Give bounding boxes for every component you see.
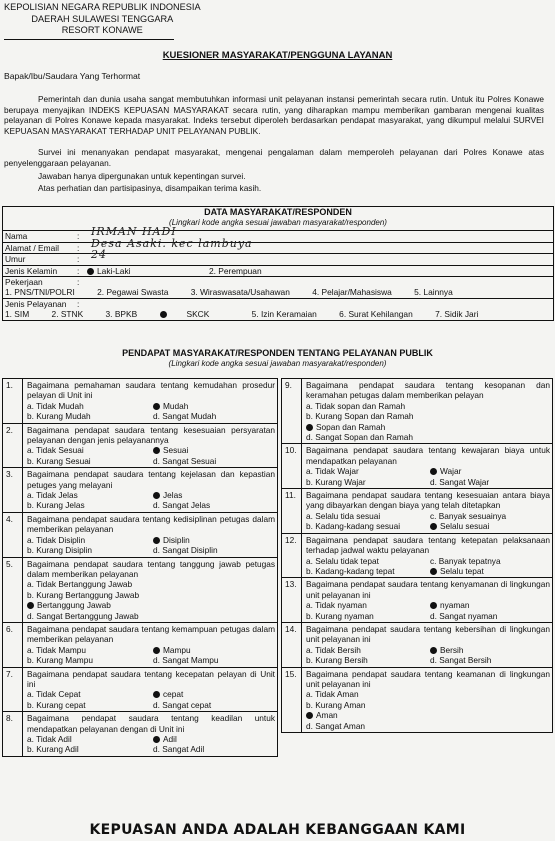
answer-option-label: a. Tidak Disiplin <box>27 534 86 545</box>
question-text: Bagaimana pendapat saudara tentang tanggung jawab petugas dalam memberikan pelayanan <box>27 558 275 579</box>
question-text: Bagaimana pendapat saudara tentang keadilan untuk mendapatkan pelayanan dengan di Unit ini <box>27 713 275 734</box>
question-text: Bagaimana pendapat saudara tentang kedisiplinan petugas dalam memberikan pelayanan <box>27 513 275 535</box>
respondent-heading: DATA MASYARAKAT/RESPONDEN <box>204 207 352 217</box>
answer-option-selected[interactable] <box>153 645 275 655</box>
service-option[interactable]: 6. Surat Kehilangan <box>339 309 413 320</box>
answer-option[interactable] <box>306 611 426 621</box>
answer-option[interactable] <box>27 645 149 655</box>
answer-option-label: Mudah <box>163 400 189 411</box>
number-divider <box>301 444 302 488</box>
answer-option-label: d. Sangat Wajar <box>430 476 490 487</box>
answer-option-label: a. Tidak Mampu <box>27 644 87 655</box>
answer-option-label: b. Kurang Disiplin <box>27 545 93 556</box>
answer-option[interactable] <box>430 511 550 521</box>
question-item <box>2 558 278 623</box>
answer-option-label: a. Selalu tidak tepat <box>306 555 379 566</box>
selected-mark-icon <box>430 468 437 475</box>
opinion-heading: PENDAPAT MASYARAKAT/RESPONDEN TENTANG PELAYANAN PUBLIK <box>122 348 433 358</box>
question-text: Bagaimana pendapat saudara tentang kesopanan dan keramahan petugas dalam memberikan pelayan <box>306 380 550 401</box>
name-value[interactable]: IRMAN HADI <box>91 225 177 238</box>
question-item <box>281 444 553 489</box>
answer-option-label: Sopan dan Ramah <box>316 421 386 432</box>
occupation-label: Pekerjaan <box>5 277 43 288</box>
answer-option[interactable] <box>153 545 275 555</box>
respondent-header <box>2 206 554 231</box>
answer-option-label: d. Sangat Adil <box>153 744 205 755</box>
answer-option-label: c. Banyak tepatnya <box>430 555 501 566</box>
answer-options <box>27 689 275 710</box>
question-number: 4. <box>6 513 13 524</box>
question-number: 14. <box>285 623 297 634</box>
gender-option-male[interactable]: Laki-Laki <box>87 266 131 277</box>
answer-option-label: b. Kurang Mampu <box>27 655 93 666</box>
number-divider <box>301 534 302 578</box>
number-divider <box>22 558 23 622</box>
answer-option-label: b. Kurang Mudah <box>27 411 91 422</box>
question-number: 2. <box>6 424 13 435</box>
answer-option-label: a. Selalu tida sesuai <box>306 510 381 521</box>
answer-option[interactable] <box>306 700 550 710</box>
answer-option-label: d. Sangat Aman <box>306 720 366 731</box>
answer-option-label: b. Kurang Sesuai <box>27 455 91 466</box>
selected-mark-icon <box>160 311 167 318</box>
answer-option-label: Bertanggung Jawab <box>37 600 111 611</box>
answer-option[interactable] <box>306 511 426 521</box>
answer-option[interactable] <box>27 611 275 621</box>
question-number: 13. <box>285 579 297 590</box>
answer-option-selected[interactable] <box>430 645 550 655</box>
question-item <box>2 513 278 558</box>
answer-option-label: d. Sangat Mudah <box>153 411 217 422</box>
question-item <box>281 668 553 733</box>
address-value[interactable]: Desa Asaki. kec lambuya <box>91 236 253 250</box>
number-divider <box>301 578 302 622</box>
answer-option-selected[interactable] <box>430 566 550 576</box>
answer-option[interactable] <box>27 545 149 555</box>
answer-option[interactable] <box>306 721 550 731</box>
answer-option-label: nyaman <box>440 600 470 611</box>
address-label: Alamat / Email <box>5 242 59 253</box>
question-number: 12. <box>285 534 297 545</box>
answer-option-label: a. Tidak Aman <box>306 689 359 700</box>
answer-option[interactable] <box>27 700 149 710</box>
answer-option-label: a. Tidak nyaman <box>306 600 367 611</box>
selected-mark-icon <box>27 602 34 609</box>
name-row: Nama : IRMAN HADI <box>2 231 554 243</box>
selected-mark-icon <box>87 268 94 275</box>
answer-options <box>27 445 275 466</box>
service-type-label: Jenis Pelayanan <box>5 299 67 310</box>
answer-option-selected[interactable] <box>430 600 550 610</box>
thanks-note: Atas perhatian dan partisipasinya, disampaikan terima kasih. <box>38 183 262 193</box>
question-number: 10. <box>285 445 297 456</box>
number-divider <box>22 424 23 468</box>
answer-option-label: b. Kurang cepat <box>27 699 86 710</box>
question-number: 15. <box>285 668 297 679</box>
document-title: KUESIONER MASYARAKAT/PENGGUNA LAYANAN <box>162 50 393 61</box>
question-text: Bagaimana pendapat saudara tentang kejelasan dan kepastian petuges yang melayani <box>27 469 275 490</box>
service-type-row: Jenis Pelayanan : 1. SIM 2. STNK 3. BPKB SKCK 5. Izin Keramaian 6. Surat Kehilangan 7. Sidik Jari <box>2 299 554 321</box>
answer-option-label: b. Kurang Aman <box>306 699 366 710</box>
answer-option-label: d. Sangat Bertanggung Jawab <box>27 610 139 621</box>
occupation-option[interactable]: 3. Wiraswasata/Usahawan <box>190 287 290 298</box>
answer-option-label: Sesuai <box>163 445 189 456</box>
selected-mark-icon <box>153 537 160 544</box>
opinion-subheading: (Lingkari kode angka sesuai jawaban masyarakat/responden) <box>168 359 387 368</box>
salutation: Bapak/Ibu/Saudara Yang Terhormat <box>4 71 141 81</box>
number-divider <box>301 489 302 533</box>
number-divider <box>22 379 23 423</box>
footer-slogan: KEPUASAN ANDA ADALAH KEBANGGAAN KAMI <box>89 822 466 838</box>
question-item <box>2 378 278 424</box>
answer-option-label: d. Sangat Bersih <box>430 655 492 666</box>
number-divider <box>22 513 23 557</box>
answer-option-label: d. Sangat Sopan dan Ramah <box>306 432 414 443</box>
service-option[interactable]: 1. SIM <box>5 309 30 320</box>
selected-mark-icon <box>153 447 160 454</box>
selected-mark-icon <box>430 568 437 575</box>
question-text: Bagaimana pendapat saudara tentang keamanan di lingkungan unit pelayanan ini <box>306 668 550 689</box>
answer-option[interactable] <box>27 490 149 500</box>
respondent-section <box>2 206 554 321</box>
selected-mark-icon <box>306 424 313 431</box>
answer-option-label: a. Tidak Sesuai <box>27 445 84 456</box>
respondent-subheading: (Lingkari kode angka sesuai jawaban masyarakat/responden) <box>169 218 387 227</box>
answer-option[interactable] <box>27 411 149 421</box>
answer-option-label: Aman <box>316 710 338 721</box>
selected-mark-icon <box>430 647 437 654</box>
service-type-options <box>5 309 498 320</box>
intro-paragraph: Pemerintah dan dunia usaha sangat membutuhkan informasi unit pelayanan instansi pemerintah secara rutin. Untuk itu Polres Konawe berupaya menyajikan INDEKS KEPUASAN MASYARAKAT secara rutin, yang diharapkan mampu memberikan gambaran mengenai kualitas pelayanan di Polres Konawe kepada masyarakat. Indeks tersebut diperoleh berdasarkan pendapat masyarakat, yang dikumpul melalui SURVEI KEPUASAN MASYARAKAT TERHADAP UNIT PELAYANAN PUBLIK. <box>4 94 544 136</box>
name-label: Nama <box>5 231 28 241</box>
answer-option[interactable] <box>27 689 149 699</box>
answer-option[interactable] <box>306 566 426 576</box>
answer-option-label: b. Kurang Bertanggung Jawab <box>27 589 140 600</box>
selected-mark-icon <box>153 647 160 654</box>
answer-option-label: a. Tidak Cepat <box>27 689 81 700</box>
answer-option-label: Disiplin <box>163 534 190 545</box>
answer-options <box>27 401 275 422</box>
answer-option-selected[interactable] <box>153 445 275 455</box>
answer-option[interactable] <box>430 655 550 665</box>
answer-option-label: b. Kurang Jelas <box>27 500 85 511</box>
number-divider <box>22 623 23 667</box>
question-item <box>281 489 553 534</box>
occupation-option[interactable]: 2. Pegawai Swasta <box>97 287 169 298</box>
letterhead-divider <box>4 39 174 40</box>
answer-option-label: b. Kadang-kadang sesuai <box>306 521 401 532</box>
answer-options <box>306 600 550 621</box>
answer-option[interactable] <box>306 432 550 442</box>
answer-options <box>27 535 275 556</box>
answer-option[interactable] <box>153 744 275 754</box>
service-option[interactable]: 5. Izin Keramaian <box>251 309 317 320</box>
question-text: Bagaimana pemahaman saudara tentang kemudahan prosedur pelayan di Unit ini <box>27 380 275 401</box>
answer-options <box>27 734 275 755</box>
question-item <box>2 424 278 469</box>
address-row: Alamat / Email : Desa Asaki. kec lambuya <box>2 243 554 255</box>
question-text: Bagaimana pendapat saudara tentang kewajaran biaya untuk mendapatkan pelayanan <box>306 445 550 466</box>
number-divider <box>301 379 302 443</box>
answer-option[interactable] <box>27 734 149 744</box>
answer-option-label: a. Tidak Bersih <box>306 644 361 655</box>
answer-option-label: a. Tidak Mudah <box>27 400 84 411</box>
answer-option[interactable] <box>430 611 550 621</box>
answer-options <box>27 645 275 666</box>
answer-option[interactable] <box>27 500 149 510</box>
answer-option-label: Wajar <box>440 466 462 477</box>
gender-option-female[interactable]: 2. Perempuan <box>209 265 262 276</box>
question-item <box>281 378 553 444</box>
question-text: Bagaimana pendapat saudara tentang kebersihan di lingkungan unit pelayanan ini <box>306 623 550 645</box>
question-number: 11. <box>285 490 296 501</box>
occupation-options <box>5 287 473 298</box>
letterhead-line-2: DAERAH SULAWESI TENGGARA <box>31 13 174 24</box>
survey-paragraph: Survei ini menanyakan pendapat masyarakat, mengenai pengalaman dalam memperoleh pelayanan dari Polres Konawe atas penyelenggaraan pelayanan. <box>4 147 544 168</box>
answer-option-label: Selalu tepat <box>440 565 484 576</box>
answer-options <box>306 689 550 731</box>
answer-option-label: d. Sangat Disiplin <box>153 545 218 556</box>
answer-option-label: Bersih <box>440 644 464 655</box>
answer-option-label: a. Tidak Bertanggung Jawab <box>27 579 133 590</box>
answer-option-selected[interactable] <box>153 401 275 411</box>
occupation-row: Pekerjaan : 1. PNS/TNI/POLRI 2. Pegawai Swasta 3. Wiraswasata/Usahawan 4. Pelajar/Mahasiswa 5. Lainnya <box>2 277 554 299</box>
answer-option[interactable] <box>430 556 550 566</box>
answer-option-label: a. Tidak Wajar <box>306 466 359 477</box>
occupation-option[interactable]: 1. PNS/TNI/POLRI <box>5 287 75 298</box>
question-text: Bagaimana pendapat saudara tentang kesesuaian persyaratan pelayanan dengan jenis pelayanannya <box>27 424 275 446</box>
answer-option[interactable] <box>430 477 550 487</box>
answer-option-label: b. Kurang nyaman <box>306 610 374 621</box>
answer-option[interactable] <box>153 500 275 510</box>
answer-option-label: Adil <box>163 734 177 744</box>
answer-option[interactable] <box>306 521 426 531</box>
gender-row: Jenis Kelamin : Laki-Laki 2. Perempuan <box>2 266 554 278</box>
answer-options <box>27 490 275 511</box>
questions-left-column <box>2 378 278 757</box>
answer-option-label: b. Kurang Bersih <box>306 655 368 666</box>
question-item <box>2 623 278 668</box>
answer-option-label: d. Sangat Sesuai <box>153 455 217 466</box>
age-row: Umur : 24 <box>2 254 554 266</box>
number-divider <box>22 668 23 712</box>
number-divider <box>301 668 302 732</box>
letterhead-line-3: RESORT KONAWE <box>61 25 143 35</box>
question-item <box>2 712 278 757</box>
answer-options <box>27 579 275 621</box>
question-item <box>281 534 553 579</box>
answer-option[interactable] <box>306 600 426 610</box>
answer-option-selected[interactable] <box>27 600 275 610</box>
number-divider <box>22 468 23 512</box>
number-divider <box>301 623 302 667</box>
answer-option-selected[interactable] <box>153 689 275 699</box>
service-option[interactable]: 3. BPKB <box>105 309 138 320</box>
selected-mark-icon <box>153 403 160 410</box>
question-number: 7. <box>6 668 13 679</box>
usage-note: Jawaban hanya dipergunakan untuk kepentingan survei. <box>38 171 246 181</box>
question-text: Bagaimana pendapat saudara tentang ketepatan pelaksanaan terhadap jadwal waktu pelayanan <box>306 534 550 556</box>
service-option[interactable]: 2. STNK <box>51 309 84 320</box>
question-item <box>281 623 553 668</box>
answer-option-label: b. Kurang Adil <box>27 744 79 755</box>
answer-option[interactable] <box>306 477 426 487</box>
answer-options <box>306 511 550 532</box>
answer-option-label: b. Kurang Wajar <box>306 476 366 487</box>
answer-option[interactable] <box>306 645 426 655</box>
question-number: 9. <box>285 380 292 390</box>
question-item <box>2 668 278 713</box>
answer-option-label: Jelas <box>163 490 183 501</box>
selected-mark-icon <box>430 602 437 609</box>
answer-option-label: d. Sangat cepat <box>153 699 212 710</box>
answer-option[interactable] <box>27 445 149 455</box>
answer-option[interactable] <box>27 579 275 589</box>
answer-option[interactable] <box>306 556 426 566</box>
answer-option-selected[interactable] <box>430 521 550 531</box>
answer-option-selected[interactable] <box>430 466 550 476</box>
answer-option[interactable] <box>27 744 149 754</box>
answer-option-label: b. Kurang Sopan dan Ramah <box>306 411 414 422</box>
answer-option[interactable] <box>306 466 426 476</box>
questions-right-column <box>281 378 553 733</box>
answer-option-label: Mampu <box>163 644 191 655</box>
occupation-option[interactable]: 4. Pelajar/Mahasiswa <box>312 287 392 298</box>
letterhead-line-1: KEPOLISIAN NEGARA REPUBLIK INDONESIA <box>4 2 201 12</box>
answer-option[interactable] <box>306 411 550 421</box>
answer-options <box>306 645 550 666</box>
question-number: 3. <box>6 469 13 480</box>
answer-option-label: b. Kadang-kadang tepat <box>306 565 395 576</box>
answer-option-label: d. Sangat Jelas <box>153 500 211 511</box>
answer-options <box>306 556 550 577</box>
question-number: 8. <box>6 713 13 724</box>
answer-option-label: a. Tidak Jelas <box>27 490 78 501</box>
answer-option[interactable] <box>27 401 149 411</box>
answer-option-selected[interactable] <box>306 710 550 720</box>
question-text: Bagaimana pendapat saudara tentang kesesuaian antara biaya yang dibayarkan dengan biaya yang telah ditetapkan <box>306 490 550 511</box>
question-text: Bagaimana pendapat saudara tentang kemampuan petugas dalam memberikan pelayanan <box>27 623 275 645</box>
answer-option[interactable] <box>27 655 149 665</box>
occupation-option[interactable]: 5. Lainnya <box>414 287 453 298</box>
selected-mark-icon <box>153 736 160 743</box>
selected-mark-icon <box>153 492 160 499</box>
letterhead <box>4 2 201 37</box>
answer-options <box>306 401 550 443</box>
gender-label: Jenis Kelamin <box>5 265 58 276</box>
selected-mark-icon <box>153 691 160 698</box>
answer-option[interactable] <box>27 590 275 600</box>
service-option-selected[interactable]: SKCK <box>160 309 230 319</box>
answer-option[interactable] <box>306 655 426 665</box>
age-value[interactable]: 24 <box>91 248 107 262</box>
answer-option-label: c. Banyak sesuainya <box>430 510 507 521</box>
answer-option[interactable] <box>306 401 550 411</box>
answer-option-label: a. Tidak sopan dan Ramah <box>306 400 406 411</box>
selected-mark-icon <box>430 523 437 530</box>
age-label: Umur <box>5 254 26 265</box>
answer-option-label: cepat <box>163 689 184 700</box>
question-number: 5. <box>6 558 13 569</box>
selected-mark-icon <box>306 712 313 719</box>
answer-options <box>306 466 550 487</box>
answer-option-label: Selalu sesuai <box>440 521 490 532</box>
answer-option[interactable] <box>27 456 149 466</box>
answer-option-selected[interactable] <box>153 535 275 545</box>
answer-option[interactable] <box>153 456 275 466</box>
question-text: Bagaimana pendapat saudara tentang kenyamanan di lingkungan unit pelayanan ini <box>306 579 550 600</box>
answer-option-label: d. Sangat nyaman <box>430 610 498 621</box>
question-item <box>2 468 278 513</box>
answer-option[interactable] <box>306 689 550 699</box>
question-text: Bagaimana pendapat saudara tentang kecepatan pelayan di Unit ini <box>27 668 275 689</box>
answer-option-selected[interactable] <box>153 490 275 500</box>
answer-option[interactable] <box>153 655 275 665</box>
answer-option-label: a. Tidak Adil <box>27 734 72 744</box>
answer-option[interactable] <box>153 411 275 421</box>
answer-option[interactable] <box>153 700 275 710</box>
question-item <box>281 578 553 623</box>
answer-option-selected[interactable] <box>306 422 550 432</box>
answer-option-selected[interactable] <box>153 734 275 744</box>
number-divider <box>22 712 23 756</box>
question-number: 6. <box>6 623 13 634</box>
question-number: 1. <box>6 380 13 390</box>
service-option[interactable]: 7. Sidik Jari <box>435 309 479 320</box>
answer-option-label: d. Sangat Mampu <box>153 655 219 666</box>
answer-option[interactable] <box>27 535 149 545</box>
